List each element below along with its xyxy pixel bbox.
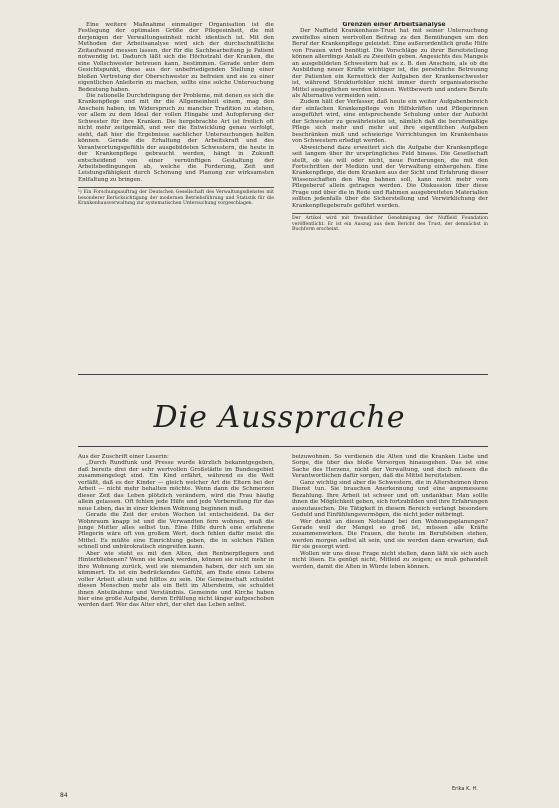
footnote: Der Artikel wird mit freundlicher Genehmigung der Nuffield Foundation veröffentlicht. Er ist ein Auszug aus dem Bericht des Trust, der demnächst in Buchform erscheint. [292, 213, 488, 232]
author-signature: Erika K. H. [452, 786, 478, 792]
letters-column-left [78, 454, 274, 784]
paragraph: Die rationelle Durchdringung der Probleme, mit denen es sich die Krankenpflege und mit ihr die Allgemeinheit einem, mag den Anschein haben, im Widerspruch zu mancher Tradition zu stehen, vor allem zu dem Ideal der vollen Hingabe und Aufopferung der Schwester für ihre Kranken. Die hergebrachte Art ist freilich oft nicht mehr zeitgemäß, und wer die Entwicklung genau verfolgt, sieht, daß hier die Ergebnisse sachlicher Untersuchungen helfen können. Gerade die Erhaltung der Arbeitskraft und des Verantwortungsgefühls der ausgebildeten Schwestern, die heute in der Krankenpflege gebraucht werden, hängt in Zukunft entscheidend von einer vernünftigen Gestaltung der Arbeitsbedingungen ab, welche die Forderung, Zeit und Leistungsfähigkeit durch Schonung und Planung zur wirksamsten Entfaltung zu bringen. [78, 92, 274, 183]
paragraph: Wer denkt an diesen Notstand bei den Wohnungsplanungen? Gerade weil der Mangel so groß ist, müssen alle Kräfte zusammenwirken. Die Frauen, die heute im Berufsleben stehen, werden morgen selbst alt sein, und sie werden dann erwarten, daß für sie gesorgt wird. [292, 518, 488, 551]
paragraph: Aus der Zuschrift einer Leserin: [78, 454, 169, 460]
paragraph: beizuwohnen. So verdienen die Alten und die Kranken Liebe und Sorge, die über das bloße Versorgen hinausgehen. Das ist eine Sache des Herzens, nicht der Verwaltung, und doch müssen die Verantwortlichen dafür sorgen, daß die Mittel bereitstehen. [292, 454, 488, 480]
article-column-top-right [292, 22, 488, 360]
footnote: ¹) Ein Forschungsauftrag der Deutschen Gesellschaft des Verwaltungsdienstes mit besonderer Berücksichtigung der modernen Betriebsführung und Statistik für die Krankenhausverwaltung zur systematischen Untersuchung vorgeschlagen. [78, 187, 274, 206]
paragraph: Ganz wichtig sind aber die Schwestern, die in Altersheimen ihren Dienst tun. Sie brauchen Anerkennung und eine angemessene Bezahlung. Ihre Arbeit ist schwer und oft undankbar. Man sollte ihnen die Möglichkeit geben, sich fortzubilden und ihre Erfahrungen auszutauschen. Die Tätigkeit in diesem Bereich verlangt besondere Geduld und Einfühlungsvermögen, die nicht jeder mitbringt. [292, 479, 488, 519]
paragraph: Eine weitere Maßnahme einmaliger Organisation ist die Festlegung der optimalen Größe der Pflegeeinheit, die mit derjenigen der Verwaltungseinheit nicht identisch ist. Mit den Methoden der Arbeitsanalyse wird sich der durchschnittliche Zeitaufwand messen lassen, der für die Sachbearbeitung je Patient notwendig ist. Dadurch läßt sich die Höchstzahl der Kranken, die eine Vollschwester betreuen kann, bestimmen. Gerade unter dem Gesichtspunkt, diese aus der unbefriedigenden Stellung einer bloßen Vertretung der Oberschwester zu befreien und sie zu einer eigentlichen Anleiterin zu machen, sollte eine solche Untersuchung Bedeutung haben. [78, 22, 274, 93]
section-heading: Grenzen einer Arbeitsanalyse [342, 22, 446, 28]
page-number: 84 [60, 792, 68, 799]
paragraph: Der Nuffield Krankenhaus-Trust hat mit seiner Untersuchung zweifellos einen wertvollen Beitrag zu den Bemühungen um den Beruf der Krankenpflege geleistet. Eine außerordentlich große Hilfe von Frauen wird benötigt. Die Vorschläge zu ihrer Bereitstellung können allerdings Anlaß zu Zweifeln geben. Angesichts des Mangels an ausgebildeten Schwestern hat es z. B. den Anschein, als ob die Ausbildung neuer Kräfte wichtiger ist, die persönliche Betreuung der Patienten ein Kernstück der Aufgaben der Krankenschwester ist, während Strukturfehler nicht immer durch organisatorische Mittel ausgeglichen werden können. Wettbewerb und andere Berufe als Alternative vermeiden sein. [292, 28, 488, 99]
page-title: Die Aussprache [153, 400, 406, 435]
paragraph: Wollen wir uns diese Frage nicht stellen, dann läßt sie sich auch nicht lösen. Es genügt nicht, Mitleid zu zeigen; es muß gehandelt werden, damit die Alten in Würde leben können. [292, 550, 488, 570]
paragraph: Zudem hält der Verfasser, daß heute ein weiter Aufgabenbereich der einfachen Krankenpflege von Hilfskräften und Pflegerinnen ausgeführt wird, eine entsprechende Schulung unter der Aufsicht der Schwester zu gewährleisten ist, nämlich daß die berufsmäßige Pflege sich mehr und mehr auf ihre eigentlichen Aufgaben beschränken muß und schwierige Verrichtungen im Krankenhaus von Schwestern erledigt werden. [292, 99, 488, 145]
paragraph: Gerade die Zeit der ersten Wochen ist entscheidend. Da der Wohnraum knapp ist und die Verwandten fern wohnen, muß die junge Mutter alles selbst tun. Eine Hilfe durch eine erfahrene Pflegerin wäre oft von großem Wert, doch fehlen dafür meist die Mittel. Es müßte eine Einrichtung geben, die in solchen Fällen schnell und unbürokratisch eingreifen kann. [78, 512, 274, 551]
paragraph: Aber wie steht es mit den Alten, den Rentnerpflegern und Hinterbliebenen? Wenn sie krank werden, können sie nicht mehr in ihre Wohnung zurück, weil sie niemanden haben, der sich um sie kümmert. Es ist ein bedrückendes Gefühl, am Ende eines Lebens voller Arbeit allein und hilflos zu sein. Die Gemeinschaft schuldet diesen Menschen mehr als ein Bett im Altersheim, sie schuldet ihnen Anteilnahme und Verständnis. Gemeinde und Kirche haben hier eine große Aufgabe, deren Erfüllung nicht länger aufgeschoben werden darf. Wer das Alter ehrt, der ehrt das Leben selbst. [78, 550, 274, 609]
letters-column-right [292, 454, 488, 754]
divider [78, 446, 488, 447]
article-column-top-left [78, 22, 274, 356]
paragraph: Abweichend dazu erweitert sich die Aufgabe der Krankenpflege seit langem über ihr ursprüngliches Feld hinaus. Die Gesellschaft stellt, ob sie will oder nicht, neue Forderungen, die mit den Fortschritten der Medizin und der Verwaltung einhergehen. Eine Krankenpflege, die dem Kranken aus der Sicht und Erfahrung dieser Wissenschaften den Weg bahnen soll, kann nicht mehr vom Pflegeberuf allein getragen werden. Die Diskussion über diese Frage und über die in Rede und Rahmen ausgebreiteten Materialien sollten jedenfalls über die Sicherstellung und Verwirklichung der Krankenpflegeberufe geführt werden. [292, 144, 488, 209]
paragraph: „Durch Rundfunk und Presse wurde kürzlich bekanntgegeben, daß bereits drei der sehr wertvollen Großstädte im Bundesgebiet zusammengelegt sind. Ein Kind erfährt, während es die Welt verläßt, daß es der Kinder — gleich welcher Art die Eltern bei der Arbeit — nicht mehr behalten möchte. Wenn dann die Schmerzen dieser Zeit das Leben plötzlich verändern, wird die Frau häufig allein gelassen. Oft fehlen jede Hilfe und jede Vorbereitung für das neue Leben, das in einer kleinen Wohnung beginnen muß. [78, 460, 274, 512]
divider [78, 374, 488, 375]
